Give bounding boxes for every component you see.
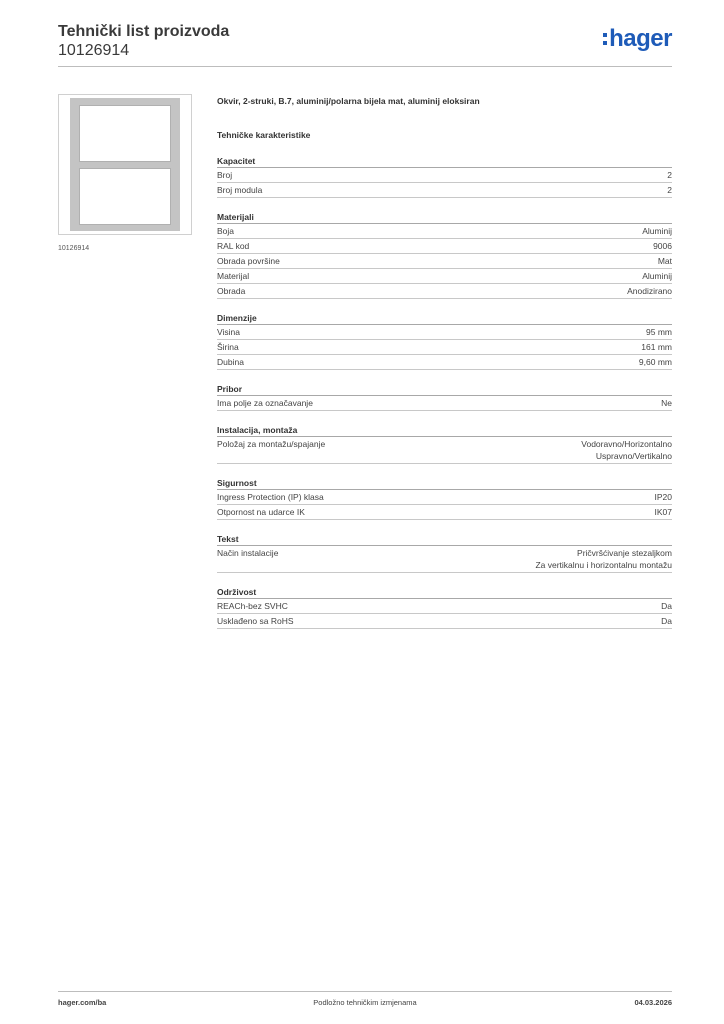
hager-logo <box>603 26 672 52</box>
spec-label: Obrada <box>217 286 246 296</box>
spec-group <box>217 155 672 198</box>
spec-row <box>217 490 672 505</box>
spec-label: Dubina <box>217 357 244 367</box>
spec-content <box>217 96 672 629</box>
spec-value-line: Mat <box>657 256 672 266</box>
spec-value <box>642 270 672 282</box>
spec-value-line: Aluminij <box>642 226 672 236</box>
spec-group <box>217 383 672 411</box>
spec-value-line: Za vertikalnu i horizontalnu montažu <box>535 560 672 570</box>
spec-label: Ingress Protection (IP) klasa <box>217 492 324 502</box>
frame-cutout-top <box>79 105 171 162</box>
spec-label: Ima polje za označavanje <box>217 398 313 408</box>
spec-row <box>217 614 672 629</box>
spec-label: Boja <box>217 226 235 236</box>
spec-row <box>217 325 672 340</box>
page-header <box>58 22 229 60</box>
spec-value <box>627 285 672 297</box>
spec-groups <box>217 155 672 629</box>
spec-value-line: IK07 <box>654 507 672 517</box>
spec-group <box>217 424 672 464</box>
spec-label: Otpornost na udarce IK <box>217 507 305 517</box>
spec-label: RAL kod <box>217 241 250 251</box>
spec-group-title: Instalacija, montaža <box>217 424 672 437</box>
spec-group <box>217 211 672 299</box>
spec-value <box>535 547 672 571</box>
spec-value-line: IP20 <box>654 492 672 502</box>
spec-value-line: Uspravno/Vertikalno <box>595 451 672 461</box>
image-caption: 10126914 <box>58 245 90 252</box>
spec-label: REACh-bez SVHC <box>217 601 288 611</box>
footer-date: 04.03.2026 <box>634 998 672 1007</box>
spec-row <box>217 355 672 370</box>
spec-label: Broj modula <box>217 185 263 195</box>
spec-row <box>217 599 672 614</box>
spec-value-line: Vodoravno/Horizontalno <box>581 439 672 449</box>
spec-value <box>581 438 672 462</box>
logo-text: hager <box>609 25 672 52</box>
product-number: 10126914 <box>58 42 130 59</box>
spec-label: Obrada površine <box>217 256 280 266</box>
spec-value-line: 2 <box>667 170 672 180</box>
spec-value-line: 9,60 mm <box>638 357 672 367</box>
page-title: Tehnički list proizvoda <box>58 23 230 40</box>
spec-group-title: Pribor <box>217 383 672 396</box>
spec-value-line: 161 mm <box>641 342 672 352</box>
spec-value <box>641 341 672 353</box>
spec-value-line: Da <box>661 616 672 626</box>
spec-group-title: Dimenzije <box>217 312 672 325</box>
spec-group-title: Sigurnost <box>217 477 672 490</box>
section-heading: Tehničke karakteristike <box>217 130 311 140</box>
spec-row <box>217 396 672 411</box>
spec-row <box>217 269 672 284</box>
spec-value <box>667 184 672 196</box>
spec-label: Materijal <box>217 271 250 281</box>
spec-group <box>217 312 672 370</box>
spec-label: Visina <box>217 327 240 337</box>
spec-row <box>217 505 672 520</box>
spec-label: Položaj za montažu/spajanje <box>217 439 326 449</box>
spec-value-line: Da <box>661 601 672 611</box>
spec-group-title: Tekst <box>217 533 672 546</box>
spec-value <box>661 600 672 612</box>
spec-row <box>217 254 672 269</box>
spec-label: Način instalacije <box>217 548 279 558</box>
spec-row <box>217 340 672 355</box>
spec-row <box>217 168 672 183</box>
spec-value <box>642 225 672 237</box>
spec-value <box>655 491 673 503</box>
spec-value-line: 2 <box>667 185 672 195</box>
spec-value-line: Pričvršćivanje stezaljkom <box>577 548 672 558</box>
spec-row <box>217 284 672 299</box>
spec-group-title: Održivost <box>217 586 672 599</box>
logo-dots-icon <box>603 33 607 45</box>
spec-value <box>667 169 672 181</box>
spec-label: Širina <box>217 342 239 352</box>
spec-value <box>658 255 672 267</box>
spec-row <box>217 437 672 464</box>
spec-value <box>655 506 673 518</box>
spec-value <box>639 356 672 368</box>
product-description: Okvir, 2-struki, B.7, aluminij/polarna bijela mat, aluminij eloksiran <box>217 96 480 106</box>
header-divider <box>58 66 672 67</box>
spec-value-line: Ne <box>661 398 672 408</box>
spec-group-title: Kapacitet <box>217 155 672 168</box>
spec-row <box>217 183 672 198</box>
footer-divider <box>58 991 672 992</box>
spec-value <box>653 240 672 252</box>
spec-label: Broj <box>217 170 233 180</box>
spec-value-line: Anodizirano <box>627 286 672 296</box>
frame-cutout-bottom <box>79 168 171 225</box>
spec-group <box>217 533 672 573</box>
footer-site-link[interactable]: hager.com/ba <box>58 998 107 1007</box>
spec-value-line: 9006 <box>653 241 672 251</box>
spec-value-line: Aluminij <box>642 271 672 281</box>
footer-note: Podložno tehničkim izmjenama <box>313 998 417 1007</box>
spec-value-line: 95 mm <box>646 327 672 337</box>
product-image <box>58 94 192 235</box>
spec-label: Usklađeno sa RoHS <box>217 616 294 626</box>
spec-value <box>661 615 672 627</box>
spec-group <box>217 477 672 520</box>
spec-group-title: Materijali <box>217 211 672 224</box>
spec-value <box>646 326 672 338</box>
spec-row <box>217 239 672 254</box>
spec-group <box>217 586 672 629</box>
spec-row <box>217 546 672 573</box>
spec-row <box>217 224 672 239</box>
spec-value <box>661 397 672 409</box>
frame-illustration <box>70 98 180 231</box>
